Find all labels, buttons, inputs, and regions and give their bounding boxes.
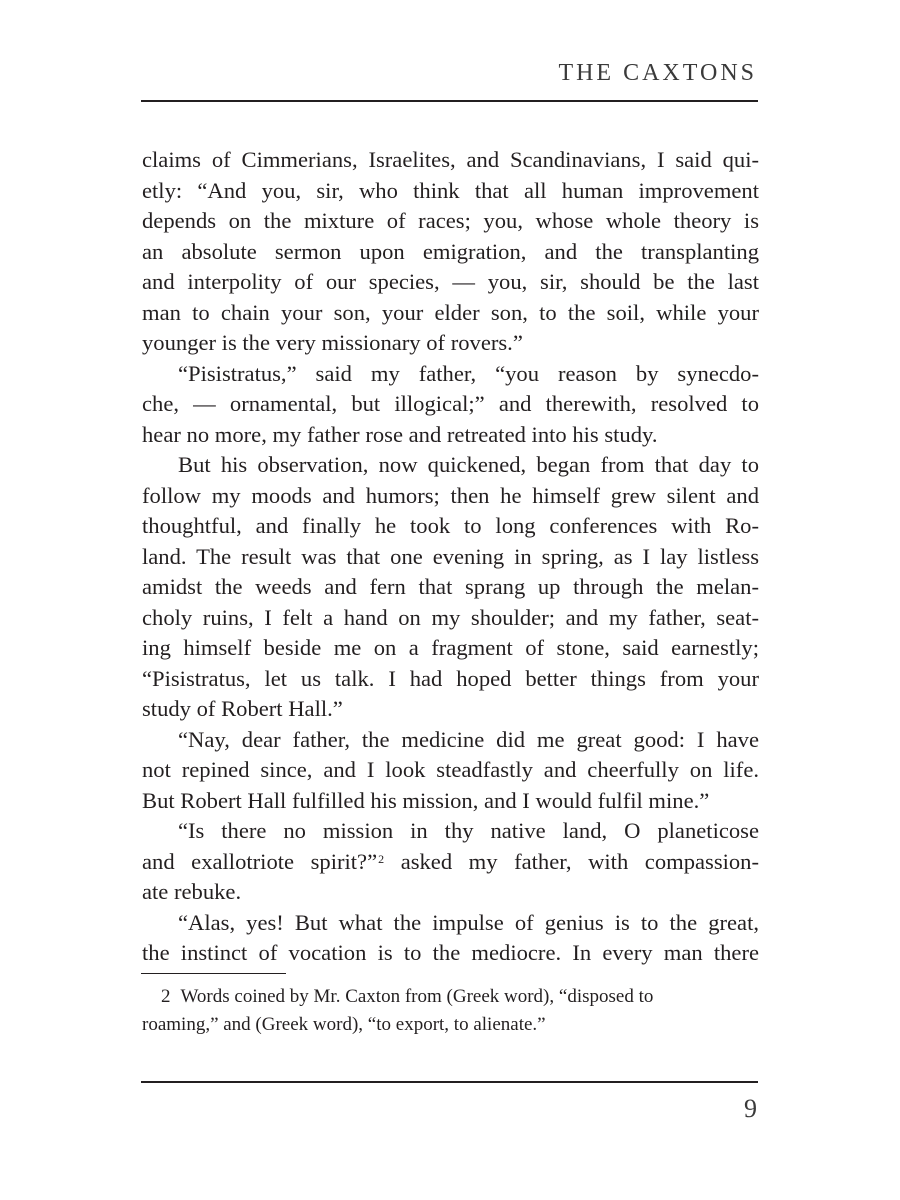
running-head: THE CAXTONS [558, 60, 757, 86]
footer-rule [141, 1081, 758, 1083]
footnote-line [142, 983, 759, 1011]
paragraph-start-line: “Alas, yes! But what the impulse of genius is to the great, [178, 909, 759, 935]
text-line: and interpolity of our species, — you, sir, should be the last [142, 269, 759, 294]
text-line: not repined since, and I look steadfastly and cheerfully on life. [142, 757, 759, 782]
text-line: But Robert Hall fulfilled his mission, and I would fulfil mine.” [142, 787, 710, 813]
text-line: ate rebuke. [142, 879, 242, 904]
paragraph-start-line: “Nay, dear father, the medicine did me great good: I have [178, 726, 759, 752]
paragraph-start-line: “Is there no mission in thy native land, O planeticose [178, 818, 759, 843]
footnote-line: roaming,” and (Greek word), “to export, to alienate.” [142, 1014, 546, 1035]
footnote-text: Words coined by Mr. Caxton from (Greek word), “disposed to [180, 986, 654, 1007]
text-line: amidst the weeds and fern that sprang up through the melan- [142, 574, 759, 599]
main-text [142, 145, 759, 969]
text-line: che, — ornamental, but illogical;” and therewith, resolved to [142, 391, 759, 416]
footnote-reference[interactable]: 2 [378, 851, 385, 866]
text-line: claims of Cimmerians, Israelites, and Scandinavians, I said qui- [142, 147, 759, 172]
text-line: land. The result was that one evening in spring, as I lay listless [142, 543, 759, 569]
text-segment: asked my father, with compassion- [400, 848, 760, 874]
text-line: follow my moods and humors; then he himself grew silent and [142, 482, 759, 508]
text-line: choly ruins, I felt a hand on my shoulder; and my father, seat- [142, 604, 759, 630]
text-line: younger is the very missionary of rovers.” [142, 330, 523, 355]
text-line: depends on the mixture of races; you, whose whole theory is [142, 208, 759, 233]
paragraph-start-line: But his observation, now quickened, began from that day to [178, 452, 759, 477]
header-rule [141, 100, 758, 102]
paragraph-start-line: “Pisistratus,” said my father, “you reason by synecdo- [178, 360, 759, 386]
text-line: an absolute sermon upon emigration, and the transplanting [142, 238, 759, 264]
text-line: hear no more, my father rose and retreated into his study. [142, 421, 658, 447]
text-line: man to chain your son, your elder son, to the soil, while your [142, 299, 759, 325]
page-number: 9 [744, 1094, 757, 1123]
text-line: ing himself beside me on a fragment of stone, said earnestly; [142, 635, 759, 660]
footnote-separator [141, 973, 286, 974]
footnote [142, 983, 759, 1039]
text-line-with-footnote [142, 847, 759, 878]
text-segment: and exallotriote spirit?” [142, 848, 378, 874]
text-line: the instinct of vocation is to the mediocre. In every man there [142, 940, 759, 965]
text-line: etly: “And you, sir, who think that all human improvement [142, 177, 759, 203]
text-line: study of Robert Hall.” [142, 696, 343, 721]
text-line: “Pisistratus, let us talk. I had hoped better things from your [142, 665, 759, 691]
text-line: thoughtful, and finally he took to long conferences with Ro- [142, 513, 759, 538]
footnote-number: 2 [161, 986, 171, 1007]
